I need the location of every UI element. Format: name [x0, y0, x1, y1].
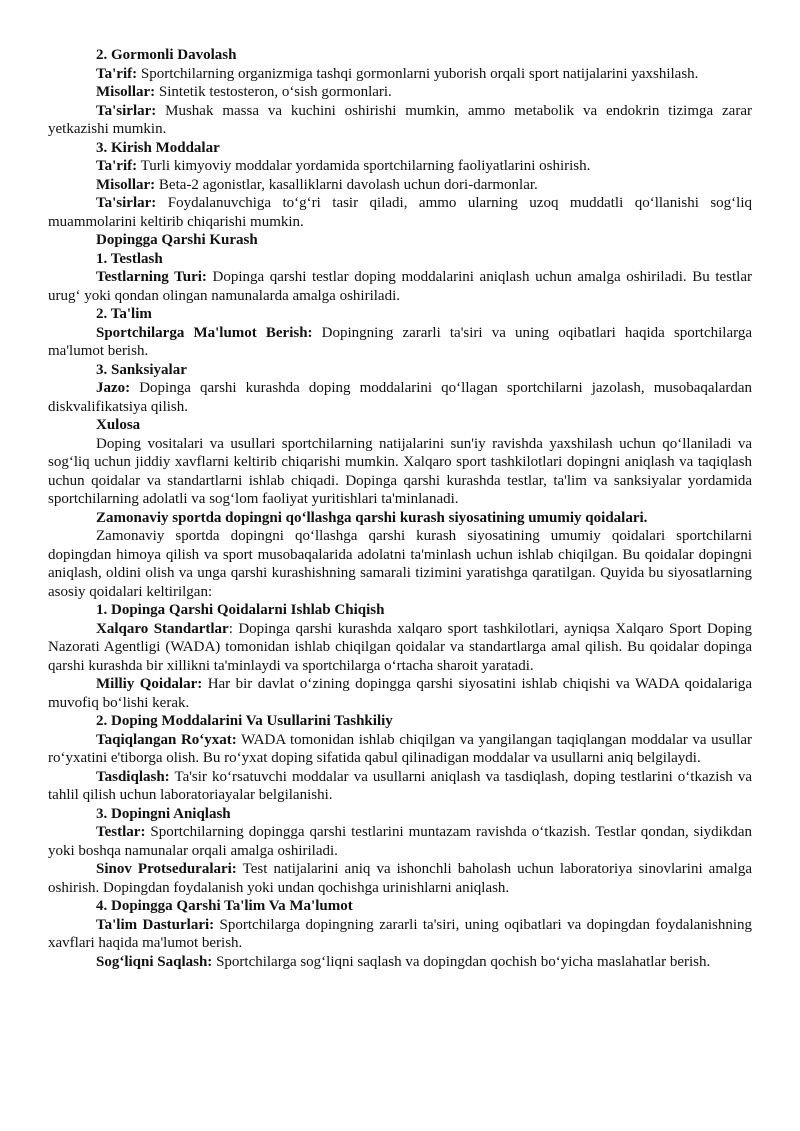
- paragraph-prohibited-list: [48, 731, 752, 768]
- text-prohibited-list: WADA tomonidan ishlab chiqilgan va yangilangan taqiqlangan moddalar va usullar ro‘yxatini e'tiborga olish. Bu ro‘yxat doping sifatida qabul qilinadigan moddalar va usullarni aniq belgilaydi.: [48, 731, 752, 766]
- text-effects: Mushak massa va kuchini oshirishi mumkin, ammo metabolik va endokrin tizimga zarar yetkazishi mumkin.: [48, 102, 752, 137]
- paragraph-hormonal-examples: [48, 83, 752, 102]
- paragraph-tests: [48, 823, 752, 860]
- text-national-rules: Har bir davlat o‘zining dopingga qarshi siyosatini ishlab chiqishi va WADA qoidalariga muvofiq bo‘lishi kerak.: [48, 676, 753, 711]
- text-athlete-info: Dopingning zararli ta'siri va uning oqibatlari haqida sportchilarga ma'lumot berish.: [48, 324, 752, 359]
- paragraph-hormonal-definition: [48, 65, 752, 84]
- label-international-standards: Xalqaro Standartlar: [96, 620, 229, 637]
- text-definition: Sportchilarning organizmiga tashqi gormonlarni yuborish orqali sport natijalarini yaxshilash.: [137, 65, 699, 82]
- paragraph-policy-intro: Zamonaviy sportda dopingni qo‘llashga qarshi kurash siyosatining umumiy qoidalari sportchilarni dopingdan himoya qilish va sport musobaqalarida adolatni ta'minlash uchun ishlab chiqilgan. Bu qoidalar dopingni aniqlash, oldini olish va unga qarshi kurashishning samarali tizimini yaratishga qaratilgan. Quyida bu siyosatlarning asosiy qoidalari keltirilgan:: [48, 528, 752, 600]
- subheading-detection: 3. Dopingni Aniqlash: [96, 805, 231, 822]
- text-tests: Sportchilarning dopingga qarshi testlarini muntazam ravishda o‘tkazish. Testlar qondan, siydikdan yoki boshqa namunalar orqali amalga oshiriladi.: [48, 824, 752, 859]
- label-test-procedures: Sinov Protseduralari:: [96, 861, 237, 877]
- paragraph-substances-effects: [48, 194, 752, 231]
- text-international-standards: : Dopinga qarshi kurashda xalqaro sport tashkilotlari, ayniqsa Xalqaro Sport Doping Nazorati Agentligi (WADA) tomonidan ishlab chiqilgan qoidalar va standartlarga amal qilish. Bu qoidalar dopinga qarshi kurashda bir xillikni ta'minlaydi va sportchilarga o‘rtacha sharoit yaratadi.: [48, 620, 752, 674]
- label-penalty: Jazo:: [96, 380, 131, 396]
- text-examples: Sintetik testosteron, o‘sish gormonlari.: [155, 84, 392, 100]
- text-test-procedures: Test natijalarini aniq va ishonchli baholash uchun laboratoriya sinovlarini amalga oshirish. Dopingdan foydalanish yoki undan qochishga urinishlarni aniqlash.: [48, 861, 752, 896]
- paragraph-sanctions: [48, 379, 752, 416]
- text-test-types: Dopinga qarshi testlar doping moddalarini aniqlash uchun amalga oshiriladi. Bu testlar urug‘ yoki qondan olingan namunalarda amalga oshiriladi.: [48, 269, 752, 304]
- label-effects: Ta'sirlar:: [96, 102, 157, 119]
- label-prohibited-list: Taqiqlangan Ro‘yxat:: [96, 731, 237, 748]
- paragraph-confirmation: [48, 768, 752, 805]
- paragraph-hormonal-effects: [48, 102, 752, 139]
- label-test-types: Testlarning Turi:: [96, 269, 207, 285]
- subheading-education-info: 4. Dopingga Qarshi Ta'lim Va Ma'lumot: [96, 898, 353, 914]
- label-athlete-info: Sportchilarga Ma'lumot Berish:: [96, 324, 313, 341]
- label-examples: Misollar:: [96, 84, 156, 100]
- paragraph-substances-examples: [48, 176, 752, 195]
- subheading-sanctions: 3. Sanksiyalar: [96, 361, 187, 378]
- label-tests: Testlar:: [96, 824, 146, 840]
- text-education-programs: Sportchilarga dopingning zararli ta'siri, uning oqibatlari va dopingdan foydalanishning xavflari haqida ma'lumot berish.: [48, 916, 753, 951]
- label-effects: Ta'sirlar:: [96, 195, 157, 211]
- subheading-substances-methods: 2. Doping Moddalarini Va Usullarini Tashkiliy: [96, 713, 393, 729]
- label-national-rules: Milliy Qoidalar:: [96, 676, 203, 692]
- section-heading-anti-doping: Dopingga Qarshi Kurash: [96, 232, 258, 248]
- paragraph-health-care: [48, 953, 752, 972]
- text-effects: Foydalanuvchiga to‘g‘ri tasir qiladi, ammo ularning uzoq muddatli qo‘llanishi sog‘liq muammolarini keltirib chiqarishi mumkin.: [48, 195, 752, 230]
- paragraph-substances-definition: [48, 157, 752, 176]
- subheading-rules-development: 1. Dopinga Qarshi Qoidalarni Ishlab Chiqish: [96, 602, 385, 618]
- heading-conclusion: Xulosa: [96, 417, 141, 433]
- section-heading-hormonal: 2. Gormonli Davolash: [96, 47, 237, 63]
- paragraph-test-procedures: [48, 860, 752, 897]
- subheading-education: 2. Ta'lim: [96, 306, 152, 322]
- label-examples: Misollar:: [96, 176, 156, 193]
- text-confirmation: Ta'sir ko‘rsatuvchi moddalar va usullarni aniqlash va tasdiqlash, doping testlarini o‘tkazish va tahlil qilish uchun laboratoriayalar belgilanishi.: [48, 768, 752, 803]
- text-health-care: Sportchilarga sog‘liqni saqlash va dopingdan qochish bo‘yicha maslahatlar berish.: [212, 953, 711, 970]
- subheading-testing: 1. Testlash: [96, 250, 163, 267]
- label-definition: Ta'rif:: [96, 65, 138, 82]
- paragraph-conclusion: Doping vositalari va usullari sportchilarning natijalarini sun'iy ravishda yaxshilash uchun qo‘llaniladi va sog‘liq uchun jiddiy xavflarni keltirib chiqarishi mumkin. Xalqaro sport tashkilotlari dopingni aniqlash va taqiqlash uchun qoidalar va standartlarni ishlab chiqadi. Dopinga qarshi kurashda testlar, ta'lim va sanksiyalar yordamida sportchilarning adolatli va sog‘lom faoliyat yuritishlari ta'minlanadi.: [48, 435, 752, 507]
- section-heading-policy: Zamonaviy sportda dopingni qo‘llashga qarshi kurash siyosatining umumiy qoidalari.: [96, 509, 648, 526]
- paragraph-international-standards: [48, 620, 752, 676]
- section-heading-substances: 3. Kirish Moddalar: [96, 139, 220, 156]
- label-education-programs: Ta'lim Dasturlari:: [96, 916, 215, 933]
- text-examples: Beta-2 agonistlar, kasalliklarni davolash uchun dori-darmonlar.: [155, 176, 538, 193]
- text-penalty: Dopinga qarshi kurashda doping moddalarini qo‘llagan sportchilarni jazolash, musobaqalardan diskvalifikatsiya qilish.: [48, 380, 752, 415]
- label-definition: Ta'rif:: [96, 158, 138, 174]
- label-health-care: Sog‘liqni Saqlash:: [96, 953, 213, 970]
- paragraph-education: [48, 324, 752, 361]
- paragraph-national-rules: [48, 675, 752, 712]
- text-definition: Turli kimyoviy moddalar yordamida sportchilarning faoliyatlarini oshirish.: [137, 158, 591, 174]
- paragraph-testing: [48, 268, 752, 305]
- label-confirmation: Tasdiqlash:: [96, 768, 170, 785]
- paragraph-education-programs: [48, 916, 752, 953]
